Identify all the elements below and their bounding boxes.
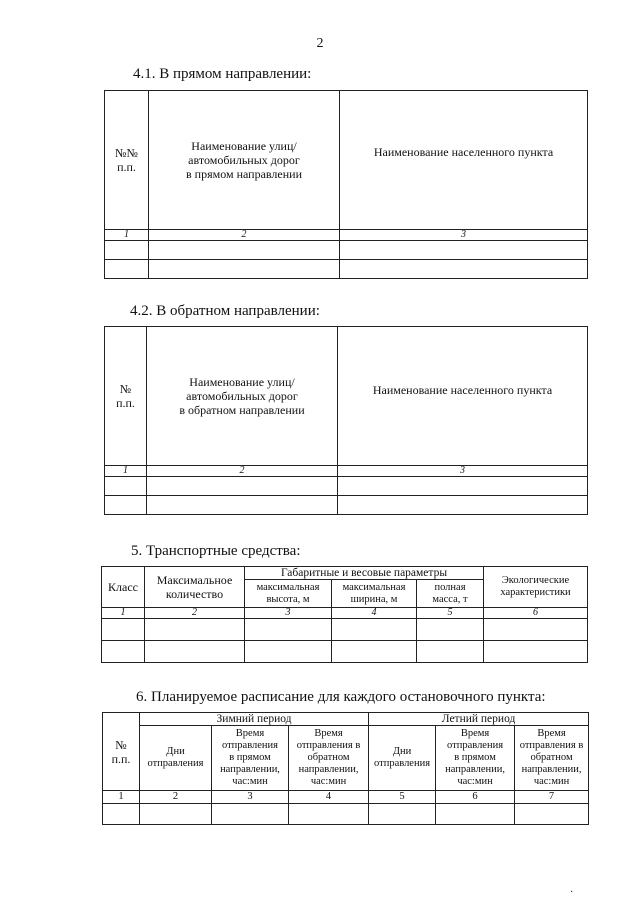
summer-forward-time-header: Время отправления в прямом направлении, час:мин — [436, 726, 515, 791]
column-index: 1 — [102, 608, 145, 619]
table-cell — [105, 477, 147, 496]
section-4-2-heading: 4.2. В обратном направлении: — [130, 303, 320, 319]
col-streets-header: Наименование улиц/ автомобильных дорог в прямом направлении — [149, 91, 340, 230]
ecology-header: Экологические характеристики — [484, 567, 588, 608]
col-number-header: № п.п. — [105, 327, 147, 466]
table-cell — [149, 260, 340, 279]
column-index: 3 — [245, 608, 332, 619]
column-index: 4 — [332, 608, 417, 619]
column-index: 1 — [105, 466, 147, 477]
table-cell — [147, 477, 338, 496]
table-cell — [338, 496, 588, 515]
column-index: 2 — [147, 466, 338, 477]
table-cell — [105, 260, 149, 279]
winter-period-header: Зимний период — [140, 713, 369, 726]
table-cell — [147, 496, 338, 515]
page-number: 2 — [316, 36, 324, 51]
table-cell — [145, 641, 245, 663]
column-index: 4 — [289, 791, 369, 804]
column-index: 5 — [369, 791, 436, 804]
summer-period-header: Летний период — [369, 713, 589, 726]
table-cell — [105, 496, 147, 515]
table-cell — [102, 641, 145, 663]
forward-route-table — [104, 90, 588, 279]
column-index: 2 — [149, 230, 340, 241]
class-header: Класс — [102, 567, 145, 608]
total-mass-header: полная масса, т — [417, 580, 484, 608]
table-cell — [436, 804, 515, 825]
table-cell — [338, 477, 588, 496]
max-height-header: максимальная высота, м — [245, 580, 332, 608]
table-cell — [245, 641, 332, 663]
table-cell — [515, 804, 589, 825]
table-cell — [102, 619, 145, 641]
table-cell — [103, 804, 140, 825]
table-cell — [245, 619, 332, 641]
table-cell — [340, 260, 588, 279]
col-settlement-header: Наименование населенного пункта — [340, 91, 588, 230]
table-cell — [332, 619, 417, 641]
column-index: 3 — [340, 230, 588, 241]
col-number-header: №№ п.п. — [105, 91, 149, 230]
summer-days-header: Дни отправления — [369, 726, 436, 791]
winter-forward-time-header: Время отправления в прямом направлении, час:мин — [212, 726, 289, 791]
max-width-header: максимальная ширина, м — [332, 580, 417, 608]
column-index: 3 — [338, 466, 588, 477]
table-cell — [212, 804, 289, 825]
table-cell — [105, 241, 149, 260]
table-cell — [289, 804, 369, 825]
summer-backward-time-header: Время отправления в обратном направлении, час:мин — [515, 726, 589, 791]
table-cell — [149, 241, 340, 260]
col-settlement-header: Наименование населенного пункта — [338, 327, 588, 466]
table-cell — [332, 641, 417, 663]
column-index: 6 — [436, 791, 515, 804]
column-index: 5 — [417, 608, 484, 619]
table-cell — [145, 619, 245, 641]
table-cell — [140, 804, 212, 825]
column-index: 1 — [103, 791, 140, 804]
section-5-heading: 5. Транспортные средства: — [131, 543, 301, 559]
vehicles-table — [101, 566, 588, 663]
column-index: 2 — [145, 608, 245, 619]
column-index: 2 — [140, 791, 212, 804]
winter-backward-time-header: Время отправления в обратном направлении, час:мин — [289, 726, 369, 791]
winter-days-header: Дни отправления — [140, 726, 212, 791]
table-cell — [417, 619, 484, 641]
section-6-heading: 6. Планируемое расписание для каждого остановочного пункта: — [136, 689, 546, 705]
column-index: 1 — [105, 230, 149, 241]
table-cell — [484, 619, 588, 641]
col-streets-header: Наименование улиц/ автомобильных дорог в обратном направлении — [147, 327, 338, 466]
column-index: 6 — [484, 608, 588, 619]
table-cell — [417, 641, 484, 663]
column-index: 3 — [212, 791, 289, 804]
section-4-1-heading: 4.1. В прямом направлении: — [133, 66, 312, 82]
table-cell — [340, 241, 588, 260]
dimensions-header: Габаритные и весовые параметры — [245, 567, 484, 580]
table-cell — [484, 641, 588, 663]
table-cell — [369, 804, 436, 825]
column-index: 7 — [515, 791, 589, 804]
scan-mark: · — [570, 887, 574, 898]
max-quantity-header: Максимальное количество — [145, 567, 245, 608]
number-header: № п.п. — [103, 713, 140, 791]
schedule-table — [102, 712, 589, 825]
backward-route-table — [104, 326, 588, 515]
